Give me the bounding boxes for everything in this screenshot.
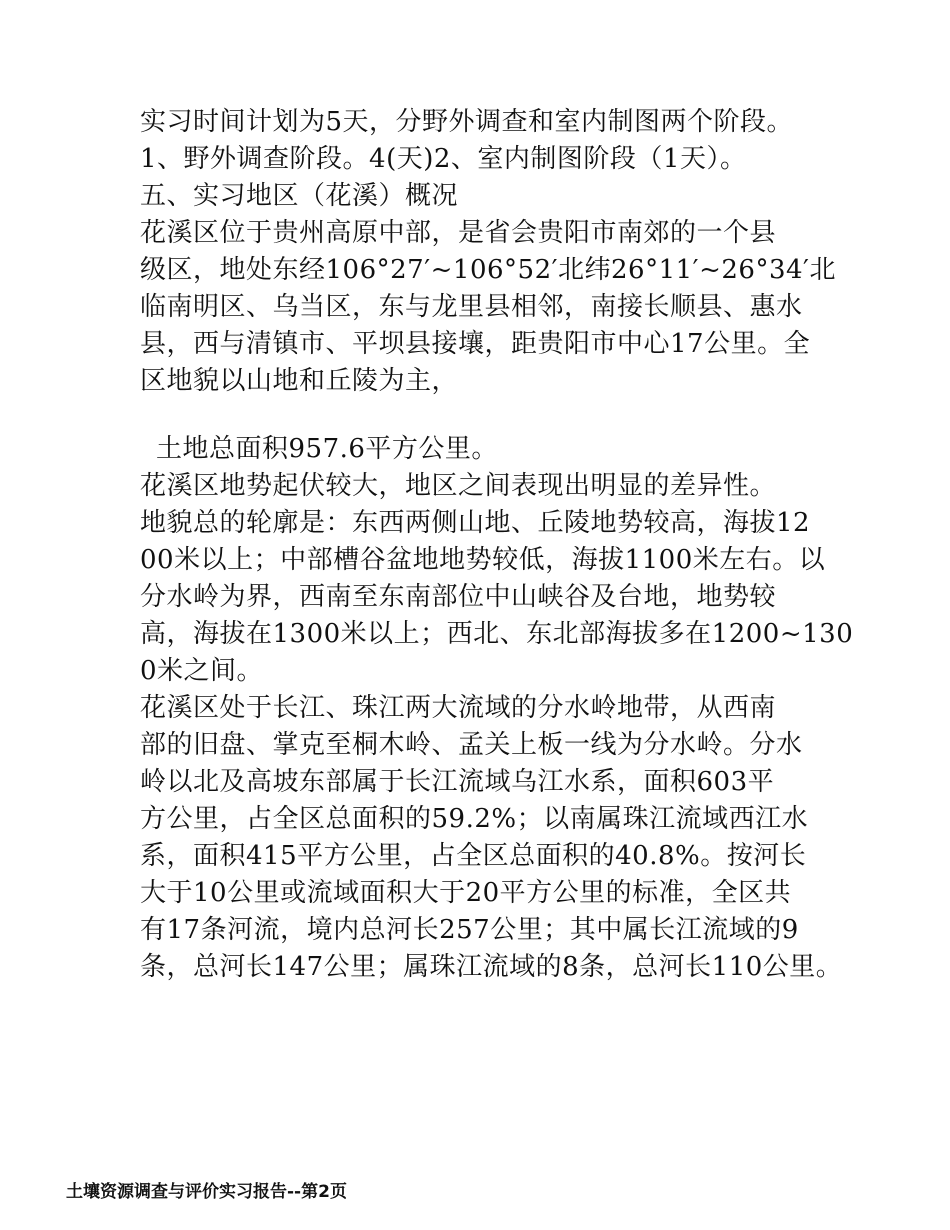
text-line: 部的旧盘、掌克至桐木岭、孟关上板一线为分水岭。分水 bbox=[140, 730, 803, 760]
text-line: 系，面积415平方公里，占全区总面积的40.8%。按河长 bbox=[140, 841, 807, 871]
text-line: 花溪区处于长江、珠江两大流域的分水岭地带，从西南 bbox=[140, 693, 777, 723]
text-line: 条，总河长147公里；属珠江流域的8条，总河长110公里。 bbox=[140, 952, 843, 982]
text-line: 县，西与清镇市、平坝县接壤，距贵阳市中心17公里。全 bbox=[140, 329, 811, 359]
text-line: 级区，地处东经106°27′~106°52′北纬26°11′~26°34′北 bbox=[140, 255, 836, 285]
text-line: 区地貌以山地和丘陵为主， bbox=[140, 366, 459, 396]
text-line: 0米之间。 bbox=[140, 656, 264, 686]
text-line: 有17条河流，境内总河长257公里；其中属长江流域的9 bbox=[140, 915, 799, 945]
text-line: 岭以北及高坡东部属于长江流域乌江水系，面积603平 bbox=[140, 767, 775, 797]
text-line: 土地总面积957.6平方公里。 bbox=[156, 434, 498, 464]
text-line: 花溪区地势起伏较大，地区之间表现出明显的差异性。 bbox=[140, 471, 777, 501]
text-line: 00米以上；中部槽谷盆地地势较低，海拔1100米左右。以 bbox=[140, 545, 826, 575]
text-line: 分水岭为界，西南至东南部位中山峡谷及台地，地势较 bbox=[140, 582, 777, 612]
text-line: 地貌总的轮廓是：东西两侧山地、丘陵地势较高，海拔12 bbox=[140, 508, 811, 538]
text-line: 临南明区、乌当区，东与龙里县相邻，南接长顺县、惠水 bbox=[140, 292, 803, 322]
paragraph-gap bbox=[140, 400, 830, 431]
text-line: 花溪区位于贵州高原中部，是省会贵阳市南郊的一个县 bbox=[140, 218, 777, 248]
page-footer: 土壤资源调查与评价实习报告--第2页 bbox=[66, 1182, 347, 1202]
body-text bbox=[140, 104, 854, 986]
text-line: 方公里，占全区总面积的59.2%；以南属珠江流域西江水 bbox=[140, 804, 809, 834]
text-line: 大于10公里或流域面积大于20平方公里的标准，全区共 bbox=[140, 878, 792, 908]
section-heading: 五、实习地区（花溪）概况 bbox=[140, 181, 459, 211]
text-line: 1、野外调查阶段。4(天)2、室内制图阶段（1天）。 bbox=[140, 144, 747, 174]
text-line: 实习时间计划为5天，分野外调查和室内制图两个阶段。 bbox=[140, 107, 794, 137]
text-line: 高，海拔在1300米以上；西北、东北部海拔多在1200~130 bbox=[140, 619, 854, 649]
